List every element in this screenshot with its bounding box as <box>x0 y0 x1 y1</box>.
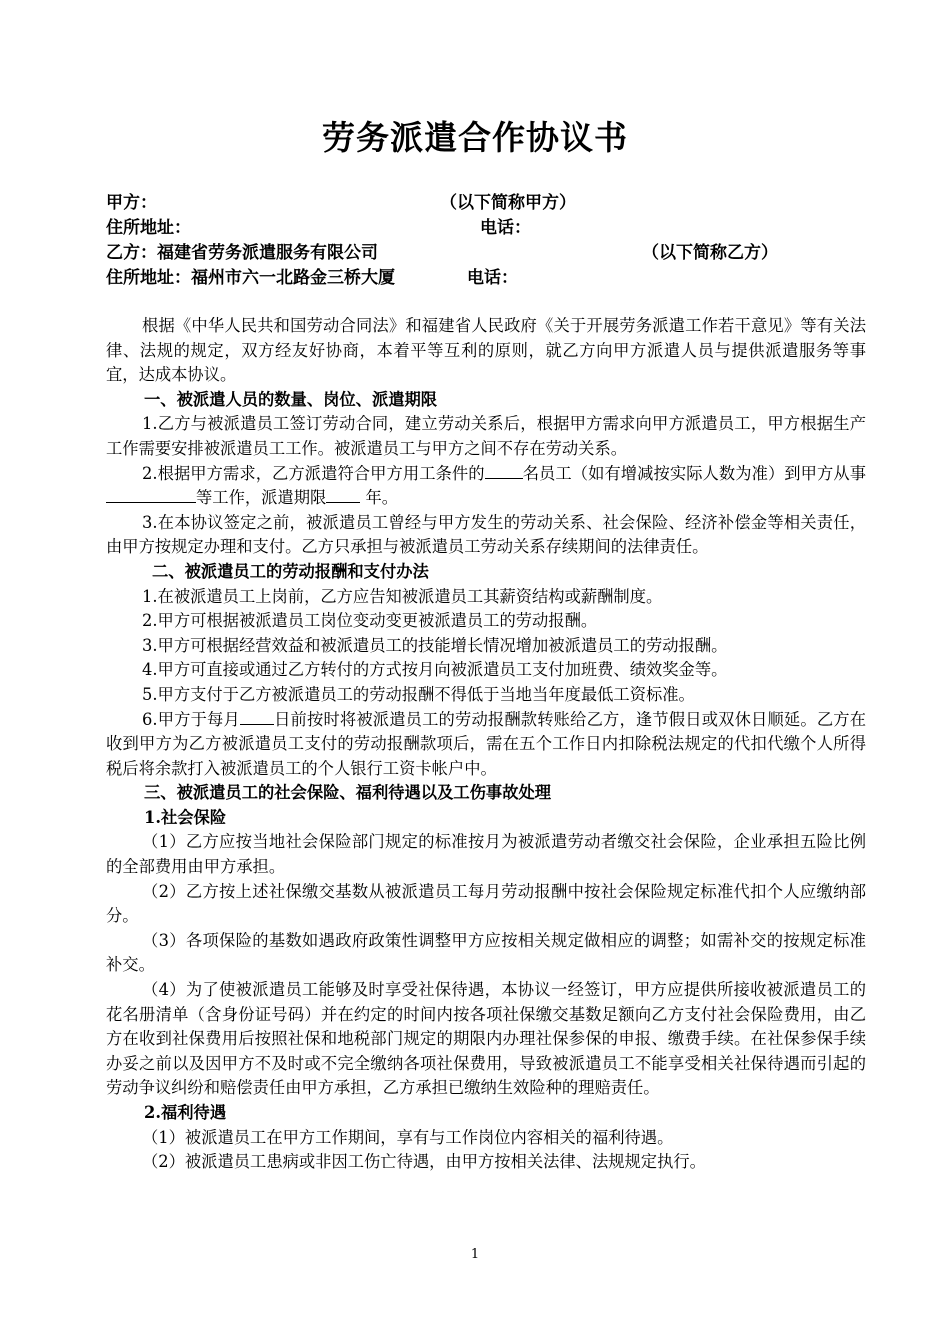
social-insurance-subheading: 1.社会保险 <box>144 807 227 827</box>
section-2-heading: 二、被派遣员工的劳动报酬和支付办法 <box>152 561 429 581</box>
item-2-text-c: 等工作，派遣期限 <box>196 488 327 508</box>
social-insurance-para-3: （3）各项保险的基数如遇政府政策性调整甲方应按相关规定做相应的调整；如需补交的按规定标准补交。 <box>106 930 866 975</box>
section-2-item-3: 3.甲方可根据经营效益和被派遣员工的技能增长情况增加被派遣员工的劳动报酬。 <box>142 635 728 655</box>
party-b-name: 乙方：福建省劳务派遣服务有限公司 <box>106 243 378 263</box>
party-a-phone-label: 电话： <box>480 218 531 238</box>
welfare-para-1: （1）被派遣员工在甲方工作期间，享有与工作岗位内容相关的福利待遇。 <box>142 1127 674 1147</box>
document-title: 劳务派遣合作协议书 <box>322 118 628 157</box>
page-number: 1 <box>470 1247 480 1262</box>
item-6-text-a: 6.甲方于每月 <box>142 709 240 729</box>
welfare-para-2: （2）被派遣员工患病或非因工伤亡待遇，由甲方按相关法律、法规规定执行。 <box>142 1152 706 1172</box>
section-1-item-3: 3.在本协议签定之前，被派遣员工曾经与甲方发生的劳动关系、社会保险、经济补偿金等相关责任，由甲方按规定办理和支付。乙方只承担与被派遣员工劳动关系存续期间的法律责任。 <box>106 512 866 557</box>
item-2-text-d: 年。 <box>365 488 399 508</box>
section-2-item-1: 1.在被派遣员工上岗前，乙方应告知被派遣员工其薪资结构或薪酬制度。 <box>142 586 663 606</box>
job-duty-blank[interactable] <box>106 486 196 503</box>
social-insurance-para-1: （1）乙方应按当地社会保险部门规定的标准按月为被派遣劳动者缴交社会保险，企业承担五险比例的全部费用由甲方承担。 <box>106 832 866 877</box>
party-b-short-name: （以下简称乙方） <box>642 243 778 263</box>
party-a-address-label: 住所地址： <box>106 218 191 238</box>
section-1-item-2 <box>106 462 866 511</box>
social-insurance-para-4: （4）为了使被派遣员工能够及时享受社保待遇，本协议一经签订，甲方应提供所接收被派遣员工的花名册清单（含身份证号码）并在约定的时间内按各项社保缴交基数足额向乙方支付社会保险费用，由乙方在收到社保费用后按照社保和地税部门规定的期限内办理社保参保的申报、缴费手续。在社保参保手续办妥之前以及因甲方不及时或不完全缴纳各项社保费用，导致被派遣员工不能享受相关社保待遇而引起的劳动争议纠纷和赔偿责任由甲方承担，乙方承担已缴纳生效险种的理赔责任。 <box>106 980 866 1098</box>
item-2-text-b: 名员工（如有增减按实际人数为准）到甲方从事 <box>522 463 866 483</box>
intro-paragraph: 根据《中华人民共和国劳动合同法》和福建省人民政府《关于开展劳务派遣工作若干意见》等有关法律、法规的规定，双方经友好协商，本着平等互利的原则，就乙方向甲方派遣人员与提供派遣服务等事宜，达成本协议。 <box>106 316 866 385</box>
section-1-heading: 一、被派遣人员的数量、岗位、派遣期限 <box>144 389 438 409</box>
welfare-subheading: 2.福利待遇 <box>144 1103 227 1122</box>
section-2-item-2: 2.甲方可根据被派遣员工岗位变动变更被派遣员工的劳动报酬。 <box>142 611 598 631</box>
party-a-label: 甲方： <box>106 193 157 213</box>
section-2-item-5: 5.甲方支付于乙方被派遣员工的劳动报酬不得低于当地当年度最低工资标准。 <box>142 684 695 704</box>
headcount-blank[interactable] <box>485 462 523 479</box>
social-insurance-para-2: （2）乙方按上述社保缴交基数从被派遣员工每月劳动报酬中按社会保险规定标准代扣个人应缴纳部分。 <box>106 881 866 926</box>
agreement-body <box>106 314 866 1175</box>
payment-day-blank[interactable] <box>240 708 274 725</box>
item-6-text-b: 日前按时将被派遣员工的劳动报酬款转账给乙方，逢节假日或双休日顺延。乙方在收到甲方为乙方被派遣员工支付的劳动报酬款项后，需在五个工作日内扣除税法规定的代扣代缴个人所得税后将余款打入被派遣员工的个人银行工资卡帐户中。 <box>106 709 866 778</box>
party-b-phone-label: 电话： <box>467 268 518 288</box>
section-1-item-1: 1.乙方与被派遣员工签订劳动合同，建立劳动关系后，根据甲方需求向甲方派遣员工，甲方根据生产工作需要安排被派遣员工工作。被派遣员工与甲方之间不存在劳动关系。 <box>106 414 866 458</box>
item-2-text-a: 2.根据甲方需求，乙方派遣符合甲方用工条件的 <box>142 463 485 483</box>
term-years-blank[interactable] <box>326 486 360 503</box>
section-2-item-6 <box>106 708 866 782</box>
section-2-item-4: 4.甲方可直接或通过乙方转付的方式按月向被派遣员工支付加班费、绩效奖金等。 <box>142 660 728 680</box>
section-3-heading: 三、被派遣员工的社会保险、福利待遇以及工伤事故处理 <box>144 783 552 803</box>
party-a-short-name: （以下简称甲方） <box>440 193 576 213</box>
party-b-address: 住所地址：福州市六一北路金三桥大厦 <box>106 268 395 288</box>
